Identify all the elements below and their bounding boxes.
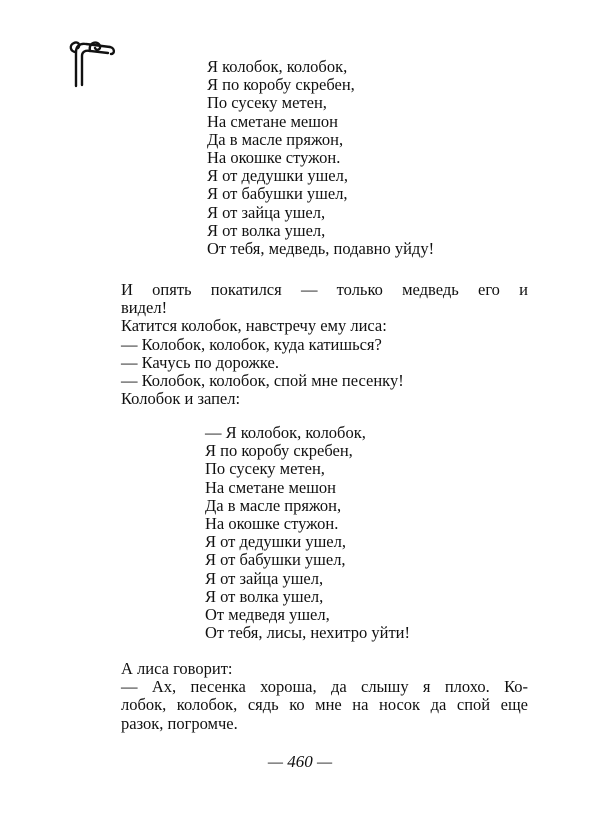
verse-line: Я по коробу скребен, [207, 75, 355, 95]
verse-line: По сусеку метен, [205, 459, 325, 479]
prose-block-1 [121, 281, 528, 408]
verse-line: По сусеку метен, [207, 93, 327, 113]
prose-line: Колобок и запел: [121, 389, 241, 409]
verse-line: На сметане мешон [207, 111, 339, 131]
verse-line: — Я колобок, колобок, [205, 423, 366, 442]
verse-line: Я от бабушки ушел, [207, 184, 348, 204]
prose-line: — Колобок, колобок, спой мне песенку! [121, 371, 404, 391]
prose-line: видел! [121, 298, 168, 318]
page-number: — 460 — [267, 752, 333, 771]
verse-line: На окошке стужон. [207, 147, 341, 167]
verse-line: Я колобок, колобок, [207, 57, 348, 76]
prose-line: — Ах, песенка хороша, да слышу я плохо. Ко- [121, 677, 528, 697]
verse-line: Я от дедушки ушел, [205, 532, 346, 552]
verse-block-1 [207, 58, 434, 258]
prose-line: разок, погромче. [121, 713, 238, 733]
verse-line: Да в масле пряжон, [205, 495, 342, 515]
verse-line: Я от бабушки ушел, [205, 550, 346, 570]
verse-line: Я от волка ушел, [207, 220, 326, 240]
verse-line: Я по коробу скребен, [205, 441, 353, 461]
prose-line: — Колобок, колобок, куда катишься? [121, 334, 382, 354]
prose-line: И опять покатился — только медведь его и [121, 280, 528, 299]
prose-line: лобок, колобок, сядь ко мне на носок да спой еще [121, 695, 528, 715]
prose-block-2 [121, 660, 528, 733]
verse-line: Я от зайца ушел, [205, 568, 324, 588]
verse-line: На сметане мешон [205, 477, 337, 497]
verse-block-2 [205, 424, 410, 642]
verse-line: Да в масле пряжон, [207, 129, 344, 149]
verse-line: Я от волка ушел, [205, 586, 324, 606]
prose-line: — Качусь по дорожке. [121, 352, 279, 372]
verse-line: Я от дедушки ушел, [207, 166, 348, 186]
verse-line: От тебя, лисы, нехитро уйти! [205, 623, 411, 643]
verse-line: От тебя, медведь, подавно уйду! [207, 238, 435, 258]
verse-line: От медведя ушел, [205, 604, 330, 624]
verse-line: На окошке стужон. [205, 513, 339, 533]
prose-line: А лиса говорит: [121, 659, 233, 678]
corner-ornament-icon [66, 38, 116, 88]
verse-line: Я от зайца ушел, [207, 202, 326, 222]
prose-line: Катится колобок, навстречу ему лиса: [121, 316, 387, 336]
